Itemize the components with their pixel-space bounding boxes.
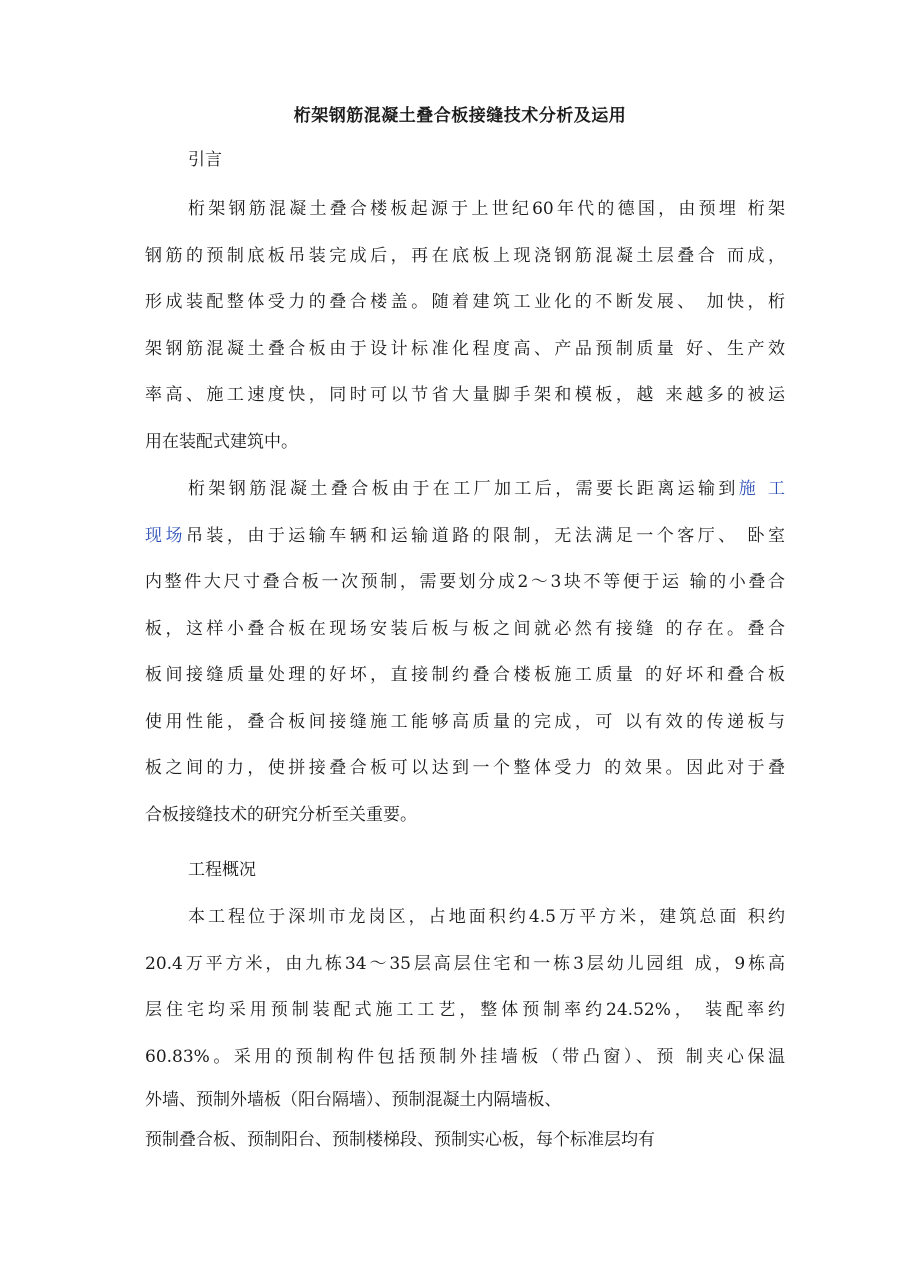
paragraph-line: 本工程位于深圳市龙岗区，占地面积约4.5万平方米，建筑总面 积约 [188, 907, 785, 927]
paragraph-line: 用在装配式建筑中。 [145, 431, 298, 452]
paragraph-line: 架钢筋混凝土叠合板由于设计标准化程度高、产品预制质量 好、生产效 [145, 338, 785, 359]
section-heading-intro: 引言 [188, 150, 222, 170]
paragraph-line: 板之间的力，使拼接叠合板可以达到一个整体受力 的效果。因此对于叠 [145, 758, 785, 778]
paragraph-line: 外墙、预制外墙板（阳台隔墙）、预制混凝土内隔墙板、 [145, 1090, 562, 1110]
paragraph-line: 20.4万平方米，由九栋34〜35层高层住宅和一栋3层幼儿园组 成，9栋高 [145, 953, 785, 974]
section-heading-overview: 工程概况 [188, 860, 256, 880]
paragraph-line [145, 513, 785, 560]
construction-site-link[interactable]: 施 工 [738, 479, 786, 499]
paragraph-line [145, 466, 785, 513]
paragraph-line: 使用性能，叠合板间接缝施工能够高质量的完成，可 以有效的传递板与 [145, 711, 785, 732]
paragraph-line: 钢筋的预制底板吊装完成后，再在底板上现浇钢筋混凝土层叠合 而成， [145, 245, 785, 266]
paragraph-text: 桁架钢筋混凝土叠合板由于在工厂加工后，需要长距离运输到 [188, 479, 739, 499]
paragraph-text: 吊装，由于运输车辆和运输道路的限制，无法满足一个客厅、 卧室 [185, 525, 786, 546]
overview-paragraph-1 [145, 894, 785, 1160]
paragraph-line: 层住宅均采用预制装配式施工工艺，整体预制率约24.52%， 装配率约 [145, 1000, 785, 1020]
intro-paragraph-1 [145, 186, 785, 465]
paragraph-line: 形成装配整体受力的叠合楼盖。随着建筑工业化的不断发展、 加快，桁 [145, 292, 785, 312]
paragraph-line: 桁架钢筋混凝土叠合楼板起源于上世纪60年代的德国，由预埋 桁架 [188, 199, 785, 219]
paragraph-line: 60.83%。采用的预制构件包括预制外挂墙板（带凸窗）、预 制夹心保温 [145, 1046, 785, 1067]
paragraph-line: 预制叠合板、预制阳台、预制楼梯段、预制实心板，每个标准层均有 [145, 1130, 655, 1150]
paragraph-line: 合板接缝技术的研究分析至关重要。 [145, 804, 417, 825]
paragraph-line: 板，这样小叠合板在现场安装后板与板之间就必然有接缝 的存在。叠合 [145, 618, 785, 639]
intro-paragraph-2 [145, 466, 785, 838]
construction-site-link-continued[interactable]: 现场 [145, 525, 186, 546]
paragraph-line: 率高、施工速度快，同时可以节省大量脚手架和模板，越 来越多的被运 [145, 385, 785, 405]
paragraph-line: 内整件大尺寸叠合板一次预制，需要划分成2〜3块不等便于运 输的小叠合 [145, 572, 785, 592]
paragraph-line: 板间接缝质量处理的好坏，直接制约叠合楼板施工质量 的好坏和叠合板 [145, 665, 785, 685]
document-title: 桁架钢筋混凝土叠合板接缝技术分析及运用 [293, 106, 627, 126]
